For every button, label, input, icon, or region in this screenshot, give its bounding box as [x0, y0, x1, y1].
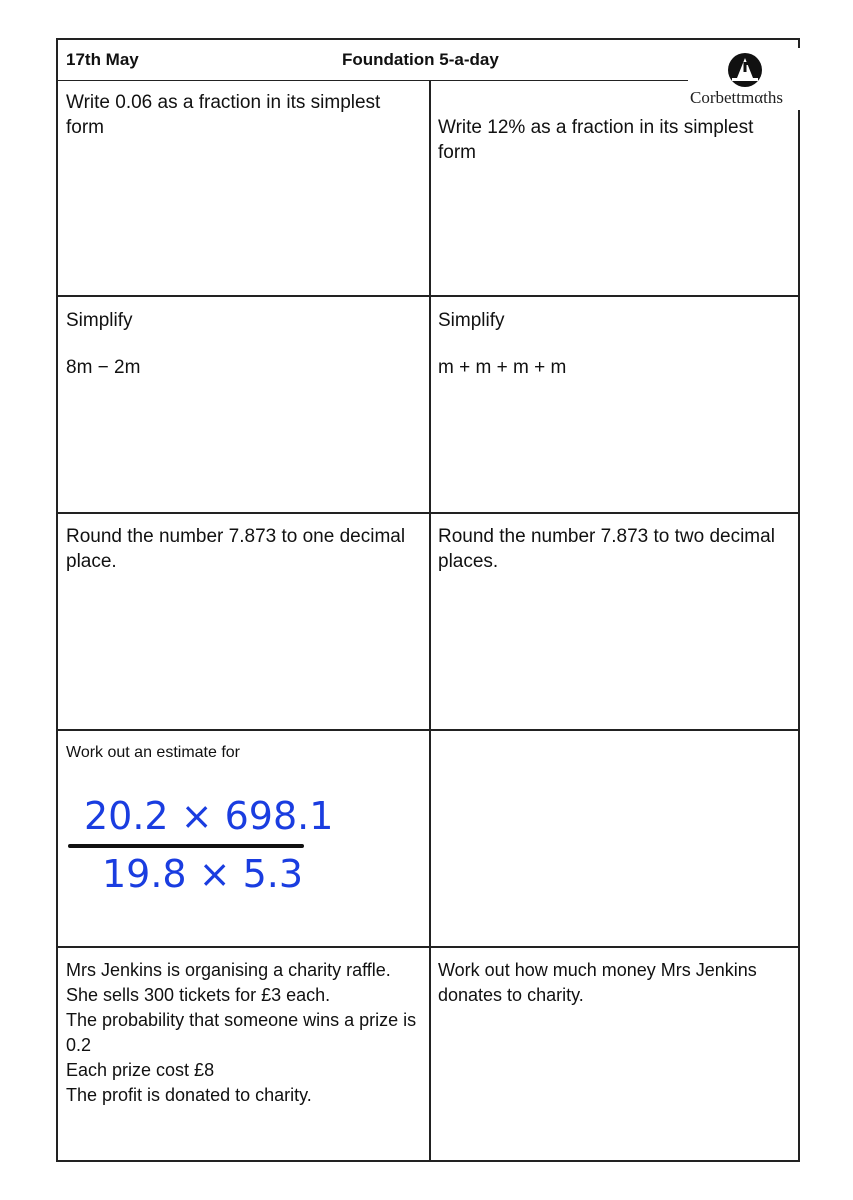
row-divider: [58, 946, 798, 948]
question-9-line: She sells 300 tickets for £3 each.: [66, 985, 331, 1005]
question-1-text: Write 0.06 as a fraction in its simplest form: [66, 92, 381, 138]
logo-text: Corbettmαths: [690, 88, 783, 107]
question-9-line: Mrs Jenkins is organising a charity raffle.: [66, 960, 391, 980]
column-divider: [429, 80, 431, 1162]
question-4-expression: m + m + m + m: [438, 357, 567, 378]
question-2-text: Write 12% as a fraction in its simplest form: [438, 117, 754, 163]
question-9: [66, 958, 422, 1108]
header-row: [58, 40, 798, 81]
question-3-expression: 8m − 2m: [66, 357, 141, 378]
question-5: [66, 524, 422, 574]
question-4: [438, 308, 794, 380]
question-9-line: Each prize cost £8: [66, 1060, 215, 1080]
question-4-prompt: Simplify: [438, 310, 505, 331]
logo: [688, 48, 808, 110]
question-6: [438, 524, 794, 574]
question-10-text: Work out how much money Mrs Jenkins donates to charity.: [438, 960, 757, 1005]
question-7: [66, 740, 422, 765]
row-divider: [58, 729, 798, 731]
question-9-line: The profit is donated to charity.: [66, 1085, 312, 1105]
fraction-numerator: 20.2 × 698.1: [84, 794, 334, 838]
question-5-text: Round the number 7.873 to one decimal place.: [66, 526, 406, 572]
corbettmaths-logo-icon: [726, 52, 764, 88]
question-3: [66, 308, 422, 380]
question-6-text: Round the number 7.873 to two decimal places.: [438, 526, 775, 572]
question-9-line: The probability that someone wins a prize is 0.2: [66, 1010, 417, 1055]
question-10: [438, 958, 794, 1008]
date-label: 17th May: [66, 50, 139, 69]
question-7-prompt: Work out an estimate for: [66, 744, 240, 761]
question-1: [66, 90, 422, 140]
estimate-fraction: [68, 782, 334, 942]
question-2: [438, 115, 794, 165]
question-3-prompt: Simplify: [66, 310, 133, 331]
row-divider: [58, 295, 798, 297]
fraction-denominator: 19.8 × 5.3: [102, 852, 304, 896]
worksheet-title: Foundation 5-a-day: [342, 50, 499, 69]
row-divider: [58, 512, 798, 514]
worksheet: [56, 38, 800, 1162]
fraction-bar: [68, 844, 304, 848]
